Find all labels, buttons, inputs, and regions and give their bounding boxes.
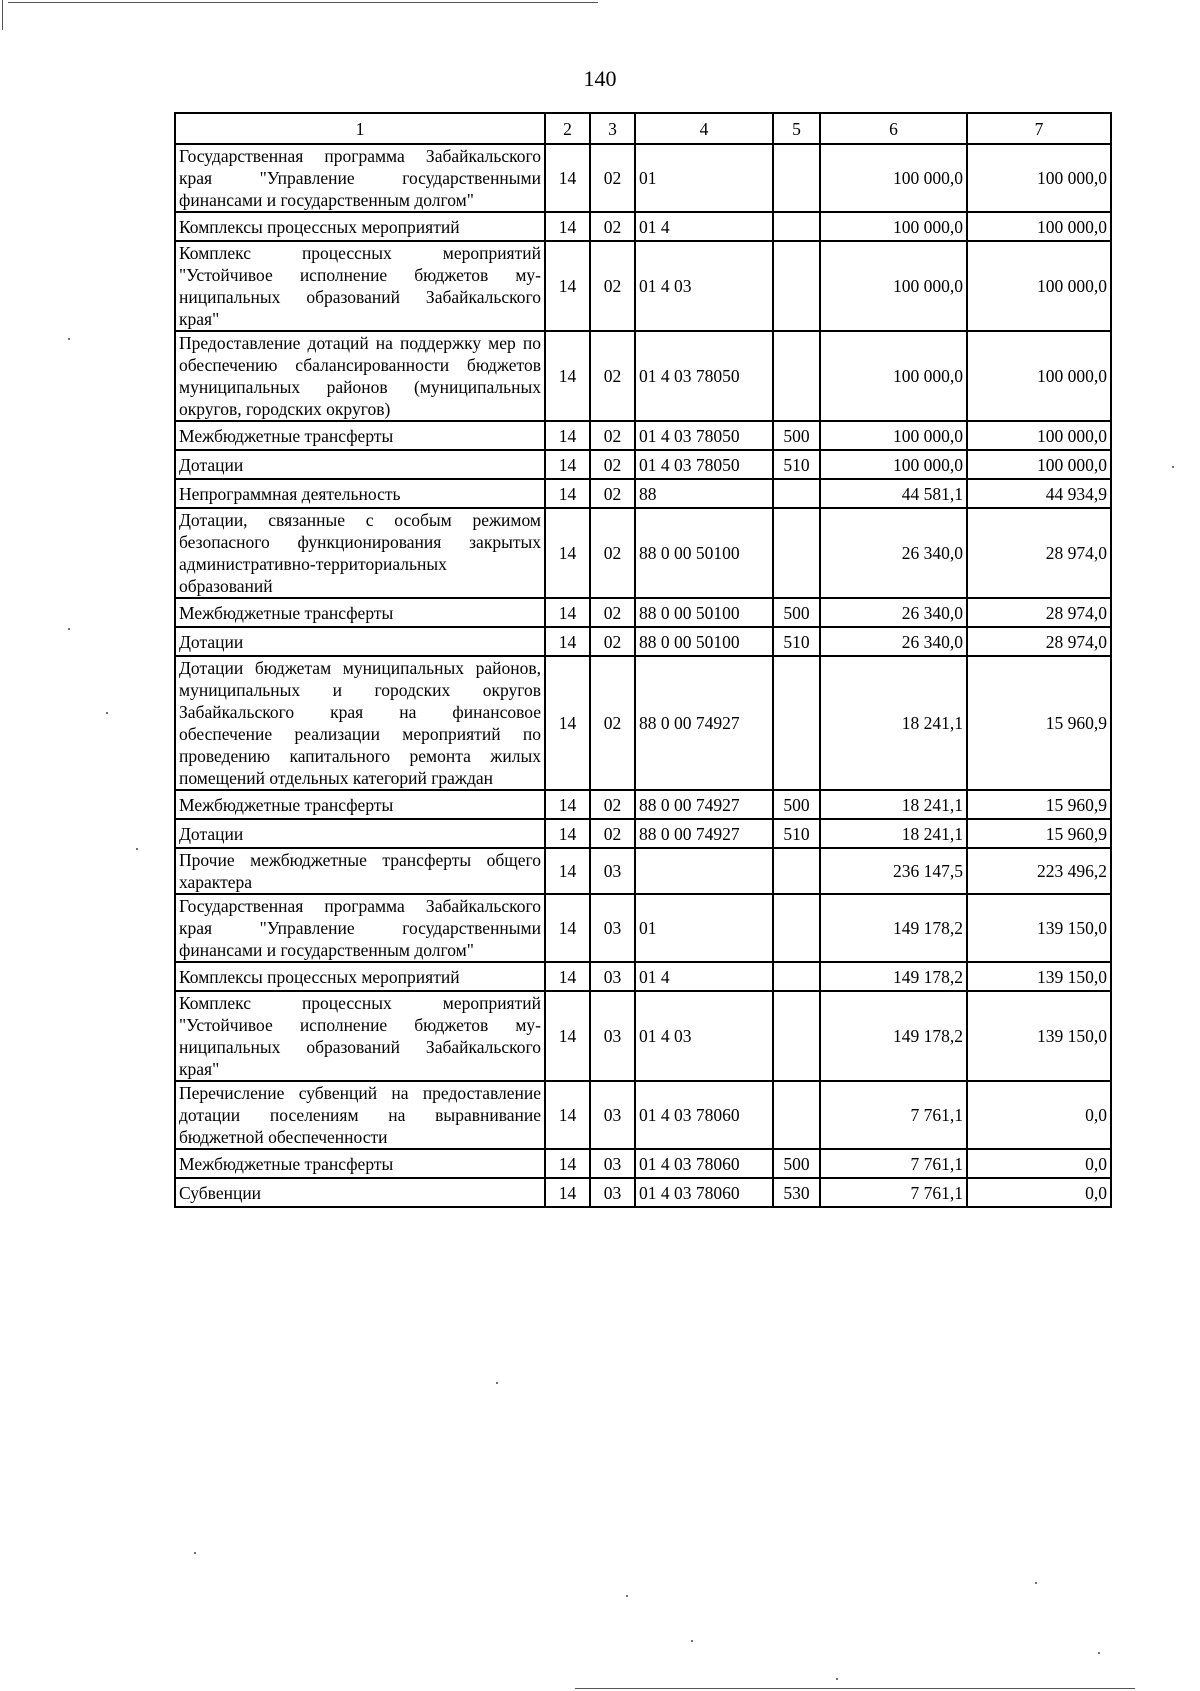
target-article-cell: 01: [635, 894, 773, 962]
row-name-cell: Государственная программа Забайкальского края "Управление государственными финансами и государственным долгом": [175, 144, 545, 212]
scan-speck: [691, 1640, 693, 1642]
table-row: [175, 1178, 1111, 1207]
amount-year-1-cell: 100 000,0: [820, 450, 967, 479]
table-row: [175, 627, 1111, 656]
amount-year-2-cell: 100 000,0: [967, 421, 1111, 450]
amount-year-2-cell: 28 974,0: [967, 627, 1111, 656]
subsection-code-cell: 02: [590, 598, 635, 627]
expense-type-cell: 510: [773, 450, 820, 479]
expense-type-cell: [773, 241, 820, 331]
budget-table: [174, 112, 1112, 1208]
section-code-cell: 14: [545, 894, 590, 962]
table-row: [175, 450, 1111, 479]
scan-speck: [68, 338, 70, 340]
expense-type-cell: [773, 331, 820, 421]
column-header: 7: [967, 113, 1111, 144]
section-code-cell: 14: [545, 508, 590, 598]
amount-year-2-cell: 15 960,9: [967, 790, 1111, 819]
expense-type-cell: 500: [773, 598, 820, 627]
expense-type-cell: 500: [773, 1149, 820, 1178]
row-name-cell: Межбюджетные трансферты: [175, 790, 545, 819]
target-article-cell: 01 4 03 78060: [635, 1149, 773, 1178]
row-name-cell: Межбюджетные трансферты: [175, 1149, 545, 1178]
scan-speck: [136, 848, 138, 850]
amount-year-1-cell: 149 178,2: [820, 894, 967, 962]
expense-type-cell: 500: [773, 790, 820, 819]
amount-year-1-cell: 100 000,0: [820, 421, 967, 450]
target-article-cell: 01 4: [635, 212, 773, 241]
amount-year-2-cell: 139 150,0: [967, 894, 1111, 962]
target-article-cell: 88 0 00 50100: [635, 627, 773, 656]
table-body: [175, 144, 1111, 1207]
target-article-cell: 01 4 03 78050: [635, 331, 773, 421]
section-code-cell: 14: [545, 627, 590, 656]
amount-year-1-cell: 100 000,0: [820, 331, 967, 421]
scan-speck: [1172, 466, 1174, 468]
expense-type-cell: [773, 479, 820, 508]
target-article-cell: [635, 848, 773, 894]
section-code-cell: 14: [545, 656, 590, 790]
target-article-cell: 01 4 03 78060: [635, 1081, 773, 1149]
amount-year-1-cell: 100 000,0: [820, 241, 967, 331]
section-code-cell: 14: [545, 962, 590, 991]
column-header: 1: [175, 113, 545, 144]
subsection-code-cell: 03: [590, 894, 635, 962]
expense-type-cell: 530: [773, 1178, 820, 1207]
scan-speck: [1035, 1582, 1037, 1584]
target-article-cell: 88 0 00 74927: [635, 790, 773, 819]
scan-speck: [194, 1552, 196, 1554]
table-row: [175, 421, 1111, 450]
column-header: 4: [635, 113, 773, 144]
amount-year-2-cell: 0,0: [967, 1178, 1111, 1207]
amount-year-1-cell: 26 340,0: [820, 598, 967, 627]
section-code-cell: 14: [545, 1149, 590, 1178]
table-row: [175, 1081, 1111, 1149]
amount-year-2-cell: 139 150,0: [967, 991, 1111, 1081]
amount-year-1-cell: 18 241,1: [820, 790, 967, 819]
expense-type-cell: [773, 656, 820, 790]
subsection-code-cell: 02: [590, 627, 635, 656]
scan-speck: [106, 712, 108, 714]
column-header: 2: [545, 113, 590, 144]
section-code-cell: 14: [545, 421, 590, 450]
target-article-cell: 01 4 03 78050: [635, 421, 773, 450]
expense-type-cell: [773, 848, 820, 894]
expense-type-cell: [773, 212, 820, 241]
amount-year-2-cell: 100 000,0: [967, 212, 1111, 241]
row-name-cell: Субвенции: [175, 1178, 545, 1207]
amount-year-2-cell: 0,0: [967, 1149, 1111, 1178]
subsection-code-cell: 03: [590, 848, 635, 894]
section-code-cell: 14: [545, 450, 590, 479]
expense-type-cell: [773, 962, 820, 991]
target-article-cell: 88: [635, 479, 773, 508]
column-header: 3: [590, 113, 635, 144]
table-row: [175, 144, 1111, 212]
subsection-code-cell: 03: [590, 1081, 635, 1149]
scan-speck: [836, 1678, 838, 1680]
column-header: 6: [820, 113, 967, 144]
row-name-cell: Государственная программа Забайкальского края "Управление государственными финансами и государственным долгом": [175, 894, 545, 962]
target-article-cell: 88 0 00 50100: [635, 508, 773, 598]
target-article-cell: 88 0 00 50100: [635, 598, 773, 627]
scan-edge-mark: [2, 0, 3, 30]
amount-year-1-cell: 18 241,1: [820, 656, 967, 790]
row-name-cell: Комплекс процессных мероприятий "Устойчивое исполнение бюджетов муниципальных образований Забайкальского края": [175, 241, 545, 331]
amount-year-1-cell: 100 000,0: [820, 212, 967, 241]
subsection-code-cell: 02: [590, 790, 635, 819]
row-name-cell: Межбюджетные трансферты: [175, 598, 545, 627]
table-row: [175, 241, 1111, 331]
section-code-cell: 14: [545, 819, 590, 848]
section-code-cell: 14: [545, 1081, 590, 1149]
target-article-cell: 01 4 03 78060: [635, 1178, 773, 1207]
table-header-row: [175, 113, 1111, 144]
expense-type-cell: 510: [773, 819, 820, 848]
scan-edge-line: [8, 2, 598, 3]
target-article-cell: 01 4 03: [635, 241, 773, 331]
expense-type-cell: [773, 894, 820, 962]
scan-edge-line: [575, 1688, 1135, 1689]
amount-year-1-cell: 149 178,2: [820, 962, 967, 991]
target-article-cell: 01 4 03 78050: [635, 450, 773, 479]
section-code-cell: 14: [545, 598, 590, 627]
amount-year-1-cell: 26 340,0: [820, 508, 967, 598]
scan-speck: [1098, 1652, 1100, 1654]
target-article-cell: 01: [635, 144, 773, 212]
subsection-code-cell: 02: [590, 508, 635, 598]
amount-year-2-cell: 44 934,9: [967, 479, 1111, 508]
table-row: [175, 656, 1111, 790]
row-name-cell: Предоставление дотаций на поддержку мер по обеспечению сбалансированности бюджетов муниципальных районов (муниципальных округов, городских округов): [175, 331, 545, 421]
expense-type-cell: [773, 144, 820, 212]
amount-year-1-cell: 44 581,1: [820, 479, 967, 508]
table-row: [175, 598, 1111, 627]
section-code-cell: 14: [545, 144, 590, 212]
subsection-code-cell: 02: [590, 450, 635, 479]
subsection-code-cell: 02: [590, 819, 635, 848]
amount-year-1-cell: 100 000,0: [820, 144, 967, 212]
amount-year-1-cell: 236 147,5: [820, 848, 967, 894]
expense-type-cell: 500: [773, 421, 820, 450]
row-name-cell: Комплексы процессных мероприятий: [175, 962, 545, 991]
column-header: 5: [773, 113, 820, 144]
amount-year-1-cell: 26 340,0: [820, 627, 967, 656]
section-code-cell: 14: [545, 331, 590, 421]
amount-year-2-cell: 28 974,0: [967, 598, 1111, 627]
subsection-code-cell: 02: [590, 331, 635, 421]
amount-year-2-cell: 100 000,0: [967, 331, 1111, 421]
table-row: [175, 962, 1111, 991]
table-row: [175, 479, 1111, 508]
subsection-code-cell: 02: [590, 421, 635, 450]
row-name-cell: Межбюджетные трансферты: [175, 421, 545, 450]
expense-type-cell: [773, 1081, 820, 1149]
table-row: [175, 508, 1111, 598]
amount-year-2-cell: 223 496,2: [967, 848, 1111, 894]
row-name-cell: Комплекс процессных мероприятий "Устойчивое исполнение бюджетов муниципальных образований Забайкальского края": [175, 991, 545, 1081]
target-article-cell: 88 0 00 74927: [635, 819, 773, 848]
amount-year-1-cell: 18 241,1: [820, 819, 967, 848]
section-code-cell: 14: [545, 991, 590, 1081]
table-row: [175, 991, 1111, 1081]
section-code-cell: 14: [545, 241, 590, 331]
scan-speck: [496, 1382, 498, 1384]
subsection-code-cell: 02: [590, 144, 635, 212]
subsection-code-cell: 02: [590, 479, 635, 508]
section-code-cell: 14: [545, 479, 590, 508]
amount-year-2-cell: 28 974,0: [967, 508, 1111, 598]
subsection-code-cell: 03: [590, 991, 635, 1081]
amount-year-2-cell: 100 000,0: [967, 144, 1111, 212]
subsection-code-cell: 02: [590, 241, 635, 331]
row-name-cell: Прочие межбюджетные трансферты общего характера: [175, 848, 545, 894]
row-name-cell: Дотации: [175, 819, 545, 848]
table-row: [175, 819, 1111, 848]
amount-year-2-cell: 100 000,0: [967, 450, 1111, 479]
subsection-code-cell: 02: [590, 212, 635, 241]
row-name-cell: Дотации, связанные с особым режимом безопасного функционирования закрытых административно-территориальных образований: [175, 508, 545, 598]
amount-year-1-cell: 149 178,2: [820, 991, 967, 1081]
amount-year-2-cell: 139 150,0: [967, 962, 1111, 991]
table-row: [175, 894, 1111, 962]
table-row: [175, 212, 1111, 241]
table-row: [175, 790, 1111, 819]
amount-year-1-cell: 7 761,1: [820, 1149, 967, 1178]
row-name-cell: Дотации бюджетам муниципальных районов, муниципальных и городских округов Забайкальского края на финансовое обеспечение реализации мероприятий по проведению капитального ремонта жилых помещений отдельных категорий граждан: [175, 656, 545, 790]
table-row: [175, 848, 1111, 894]
subsection-code-cell: 03: [590, 962, 635, 991]
row-name-cell: Перечисление субвенций на предоставление дотации поселениям на выравнивание бюджетной обеспеченности: [175, 1081, 545, 1149]
target-article-cell: 01 4 03: [635, 991, 773, 1081]
row-name-cell: Комплексы процессных мероприятий: [175, 212, 545, 241]
amount-year-1-cell: 7 761,1: [820, 1178, 967, 1207]
section-code-cell: 14: [545, 848, 590, 894]
table-row: [175, 1149, 1111, 1178]
amount-year-2-cell: 0,0: [967, 1081, 1111, 1149]
row-name-cell: Непрограммная деятельность: [175, 479, 545, 508]
amount-year-2-cell: 100 000,0: [967, 241, 1111, 331]
subsection-code-cell: 02: [590, 656, 635, 790]
table-row: [175, 331, 1111, 421]
scan-speck: [68, 628, 70, 630]
section-code-cell: 14: [545, 790, 590, 819]
row-name-cell: Дотации: [175, 450, 545, 479]
scan-speck: [626, 1595, 628, 1597]
row-name-cell: Дотации: [175, 627, 545, 656]
target-article-cell: 88 0 00 74927: [635, 656, 773, 790]
amount-year-2-cell: 15 960,9: [967, 819, 1111, 848]
amount-year-1-cell: 7 761,1: [820, 1081, 967, 1149]
expense-type-cell: [773, 991, 820, 1081]
expense-type-cell: 510: [773, 627, 820, 656]
page-number: 140: [583, 66, 617, 91]
amount-year-2-cell: 15 960,9: [967, 656, 1111, 790]
section-code-cell: 14: [545, 212, 590, 241]
target-article-cell: 01 4: [635, 962, 773, 991]
subsection-code-cell: 03: [590, 1178, 635, 1207]
subsection-code-cell: 03: [590, 1149, 635, 1178]
section-code-cell: 14: [545, 1178, 590, 1207]
expense-type-cell: [773, 508, 820, 598]
